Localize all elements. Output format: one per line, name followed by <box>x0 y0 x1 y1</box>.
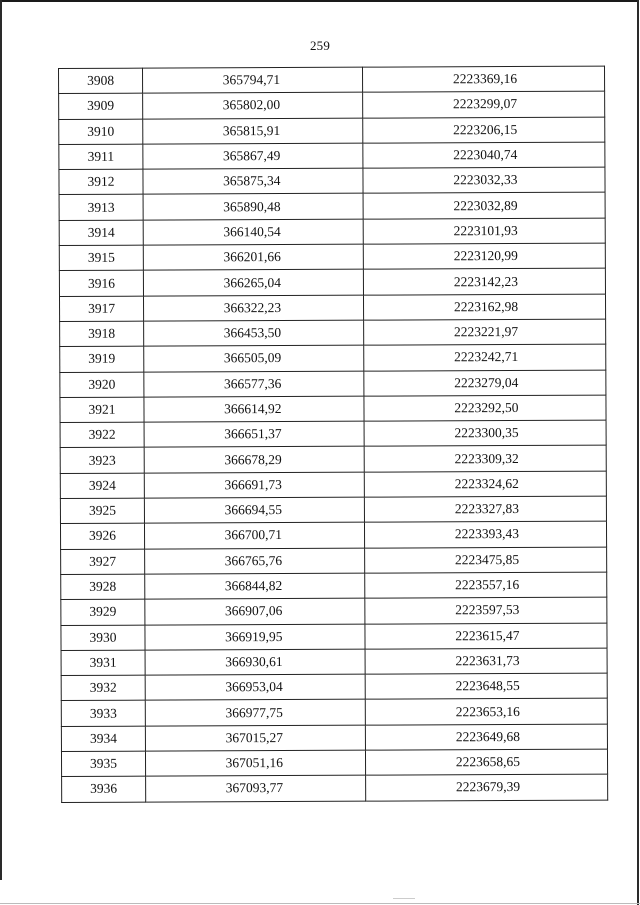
y-coordinate-cell: 2223242,71 <box>364 344 606 370</box>
point-number-cell: 3914 <box>59 220 143 246</box>
y-coordinate-cell: 2223393,43 <box>364 521 606 547</box>
x-coordinate-cell: 366614,92 <box>144 396 364 422</box>
point-number-cell: 3911 <box>59 144 143 170</box>
page-border-bottom <box>0 903 640 904</box>
y-coordinate-cell: 2223299,07 <box>363 91 605 117</box>
y-coordinate-cell: 2223597,53 <box>365 597 607 623</box>
y-coordinate-cell: 2223101,93 <box>363 218 605 244</box>
y-coordinate-cell: 2223648,55 <box>365 673 607 699</box>
table-row <box>61 673 607 701</box>
table-row <box>60 496 606 524</box>
point-number-cell: 3910 <box>59 119 143 145</box>
point-number-cell: 3925 <box>60 498 144 524</box>
x-coordinate-cell: 367093,77 <box>146 775 366 801</box>
scan-artifact <box>393 898 415 899</box>
y-coordinate-cell: 2223032,33 <box>363 167 605 193</box>
point-number-cell: 3912 <box>59 169 143 195</box>
y-coordinate-cell: 2223327,83 <box>364 496 606 522</box>
point-number-cell: 3935 <box>61 751 145 777</box>
table-row <box>59 167 605 195</box>
y-coordinate-cell: 2223658,65 <box>365 749 607 775</box>
point-number-cell: 3913 <box>59 195 143 221</box>
coordinates-table <box>58 66 608 803</box>
x-coordinate-cell: 366930,61 <box>145 649 365 675</box>
y-coordinate-cell: 2223679,39 <box>366 774 608 800</box>
table-row <box>60 446 606 474</box>
x-coordinate-cell: 365875,34 <box>143 168 363 194</box>
page-border-top <box>0 0 638 2</box>
point-number-cell: 3930 <box>61 625 145 651</box>
point-number-cell: 3918 <box>60 321 144 347</box>
point-number-cell: 3926 <box>60 523 144 549</box>
x-coordinate-cell: 366765,76 <box>145 548 365 574</box>
table-row <box>61 699 607 727</box>
y-coordinate-cell: 2223475,85 <box>365 547 607 573</box>
table-row <box>59 193 605 221</box>
y-coordinate-cell: 2223206,15 <box>363 117 605 143</box>
point-number-cell: 3916 <box>59 271 143 297</box>
table-row <box>59 218 605 246</box>
y-coordinate-cell: 2223040,74 <box>363 142 605 168</box>
y-coordinate-cell: 2223324,62 <box>364 471 606 497</box>
point-number-cell: 3921 <box>60 397 144 423</box>
point-number-cell: 3922 <box>60 422 144 448</box>
x-coordinate-cell: 366265,04 <box>143 270 363 296</box>
y-coordinate-cell: 2223653,16 <box>365 699 607 725</box>
x-coordinate-cell: 366678,29 <box>144 447 364 473</box>
table-row <box>61 749 607 777</box>
x-coordinate-cell: 366691,73 <box>144 472 364 498</box>
table-row <box>61 648 607 676</box>
x-coordinate-cell: 365867,49 <box>143 143 363 169</box>
x-coordinate-cell: 366977,75 <box>145 700 365 726</box>
y-coordinate-cell: 2223032,89 <box>363 193 605 219</box>
x-coordinate-cell: 366651,37 <box>144 421 364 447</box>
x-coordinate-cell: 366907,06 <box>145 598 365 624</box>
x-coordinate-cell: 366201,66 <box>143 244 363 270</box>
page-border-right <box>637 0 639 905</box>
x-coordinate-cell: 366694,55 <box>144 497 364 523</box>
table-row <box>59 243 605 271</box>
x-coordinate-cell: 365890,48 <box>143 194 363 220</box>
y-coordinate-cell: 2223279,04 <box>364 370 606 396</box>
point-number-cell: 3932 <box>61 675 145 701</box>
table-row <box>60 344 606 372</box>
point-number-cell: 3908 <box>59 68 143 94</box>
table-row <box>60 319 606 347</box>
y-coordinate-cell: 2223142,23 <box>363 268 605 294</box>
point-number-cell: 3927 <box>61 549 145 575</box>
x-coordinate-cell: 367051,16 <box>145 750 365 776</box>
point-number-cell: 3919 <box>60 346 144 372</box>
table-row <box>61 623 607 651</box>
y-coordinate-cell: 2223300,35 <box>364 420 606 446</box>
y-coordinate-cell: 2223221,97 <box>364 319 606 345</box>
point-number-cell: 3929 <box>61 599 145 625</box>
x-coordinate-cell: 366919,95 <box>145 624 365 650</box>
x-coordinate-cell: 365802,00 <box>143 92 363 118</box>
x-coordinate-cell: 366953,04 <box>145 674 365 700</box>
point-number-cell: 3920 <box>60 372 144 398</box>
y-coordinate-cell: 2223292,50 <box>364 395 606 421</box>
table-row <box>60 471 606 499</box>
point-number-cell: 3936 <box>62 776 146 802</box>
table-row <box>61 724 607 752</box>
x-coordinate-cell: 365815,91 <box>143 118 363 144</box>
point-number-cell: 3934 <box>61 726 145 752</box>
point-number-cell: 3923 <box>60 448 144 474</box>
x-coordinate-cell: 365794,71 <box>143 67 363 93</box>
point-number-cell: 3915 <box>59 245 143 271</box>
y-coordinate-cell: 2223615,47 <box>365 623 607 649</box>
x-coordinate-cell: 366453,50 <box>144 320 364 346</box>
table-row <box>59 117 605 145</box>
table-row <box>60 395 606 423</box>
y-coordinate-cell: 2223162,98 <box>363 294 605 320</box>
table-row <box>60 370 606 398</box>
table-row <box>59 91 605 119</box>
point-number-cell: 3909 <box>59 93 143 119</box>
page-border-left <box>0 0 2 880</box>
x-coordinate-cell: 366322,23 <box>143 295 363 321</box>
x-coordinate-cell: 367015,27 <box>145 725 365 751</box>
table-row <box>61 597 607 625</box>
table-row <box>60 420 606 448</box>
y-coordinate-cell: 2223120,99 <box>363 243 605 269</box>
point-number-cell: 3933 <box>61 701 145 727</box>
point-number-cell: 3928 <box>61 574 145 600</box>
x-coordinate-cell: 366844,82 <box>145 573 365 599</box>
x-coordinate-cell: 366577,36 <box>144 371 364 397</box>
page-number: 259 <box>309 38 331 53</box>
table-row <box>61 547 607 575</box>
table-row <box>60 521 606 549</box>
x-coordinate-cell: 366505,09 <box>144 345 364 371</box>
y-coordinate-cell: 2223557,16 <box>365 572 607 598</box>
table-row <box>61 572 607 600</box>
x-coordinate-cell: 366700,71 <box>144 523 364 549</box>
point-number-cell: 3931 <box>61 650 145 676</box>
table-row <box>59 66 605 94</box>
y-coordinate-cell: 2223649,68 <box>365 724 607 750</box>
y-coordinate-cell: 2223369,16 <box>362 66 604 92</box>
y-coordinate-cell: 2223309,32 <box>364 446 606 472</box>
coordinates-table-body <box>59 66 608 802</box>
point-number-cell: 3917 <box>59 296 143 322</box>
table-row <box>59 294 605 322</box>
table-row <box>59 142 605 170</box>
y-coordinate-cell: 2223631,73 <box>365 648 607 674</box>
point-number-cell: 3924 <box>60 473 144 499</box>
table-row <box>59 268 605 296</box>
table-row <box>62 774 608 802</box>
x-coordinate-cell: 366140,54 <box>143 219 363 245</box>
